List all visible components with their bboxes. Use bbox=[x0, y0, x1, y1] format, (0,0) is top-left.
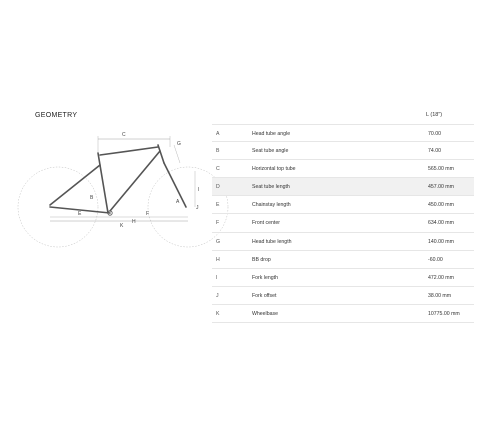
row-value: 38.00 mm bbox=[428, 292, 452, 299]
down-tube bbox=[110, 151, 160, 211]
row-label: Head tube angle bbox=[252, 131, 291, 137]
row-letter: G bbox=[216, 238, 221, 245]
row-letter: F bbox=[216, 220, 220, 227]
table-row bbox=[212, 142, 474, 160]
label-h: H bbox=[132, 219, 136, 225]
row-label: Seat tube length bbox=[252, 184, 290, 191]
row-letter: E bbox=[216, 202, 220, 209]
row-value: 450.00 mm bbox=[428, 202, 454, 209]
row-label: Fork offset bbox=[252, 292, 277, 299]
table-row bbox=[212, 178, 474, 196]
row-label: Head tube length bbox=[252, 238, 292, 245]
dim-g-line bbox=[174, 145, 180, 163]
bike-frame-svg bbox=[30, 125, 210, 255]
label-b: B bbox=[90, 195, 94, 201]
geometry-table bbox=[212, 124, 474, 323]
row-letter: C bbox=[216, 166, 220, 173]
row-label: Seat tube angle bbox=[252, 148, 289, 155]
table-row bbox=[212, 269, 474, 287]
row-value: 74.00 bbox=[428, 148, 441, 155]
row-value: 457.00 mm bbox=[428, 184, 454, 191]
row-letter: I bbox=[216, 274, 218, 281]
row-label: Horizontal top tube bbox=[252, 166, 296, 173]
table-row bbox=[212, 287, 474, 305]
row-letter: J bbox=[216, 292, 219, 299]
row-letter: D bbox=[216, 184, 220, 191]
table-row bbox=[212, 196, 474, 214]
row-letter: A bbox=[216, 131, 220, 137]
page-title: GEOMETRY bbox=[35, 112, 78, 119]
label-c: C bbox=[122, 132, 126, 138]
table-row bbox=[212, 233, 474, 251]
row-label: BB drop bbox=[252, 256, 271, 263]
table-row bbox=[212, 214, 474, 232]
top-tube bbox=[100, 147, 158, 155]
row-letter: H bbox=[216, 256, 220, 263]
bike-geometry-diagram bbox=[30, 125, 210, 255]
size-column-header: L (18") bbox=[426, 112, 443, 118]
label-i: I bbox=[198, 187, 200, 193]
fork bbox=[164, 163, 186, 207]
row-value: 70.00 bbox=[428, 131, 441, 137]
seat-tube bbox=[98, 153, 108, 213]
label-f: F bbox=[146, 211, 150, 217]
table-row bbox=[212, 305, 474, 323]
table-row bbox=[212, 160, 474, 178]
frame-tubes bbox=[50, 145, 186, 213]
row-value: 140.00 mm bbox=[428, 238, 454, 245]
row-letter: B bbox=[216, 148, 220, 155]
table-row bbox=[212, 251, 474, 269]
row-value: 634.00 mm bbox=[428, 220, 454, 227]
row-label: Chainstay length bbox=[252, 202, 291, 209]
label-e: E bbox=[78, 211, 82, 217]
row-label: Front center bbox=[252, 220, 280, 227]
row-letter: K bbox=[216, 310, 220, 317]
head-tube bbox=[158, 145, 164, 163]
row-value: 10775.00 mm bbox=[428, 310, 460, 317]
row-value: -60.00 bbox=[428, 256, 443, 263]
label-a: A bbox=[176, 199, 180, 205]
row-label: Fork length bbox=[252, 274, 278, 281]
label-j: J bbox=[196, 205, 199, 211]
row-value: 565.00 mm bbox=[428, 166, 454, 173]
label-g: G bbox=[177, 141, 181, 147]
row-value: 472.00 mm bbox=[428, 274, 454, 281]
label-k: K bbox=[120, 223, 124, 229]
row-label: Wheelbase bbox=[252, 310, 278, 317]
table-row bbox=[212, 124, 474, 142]
